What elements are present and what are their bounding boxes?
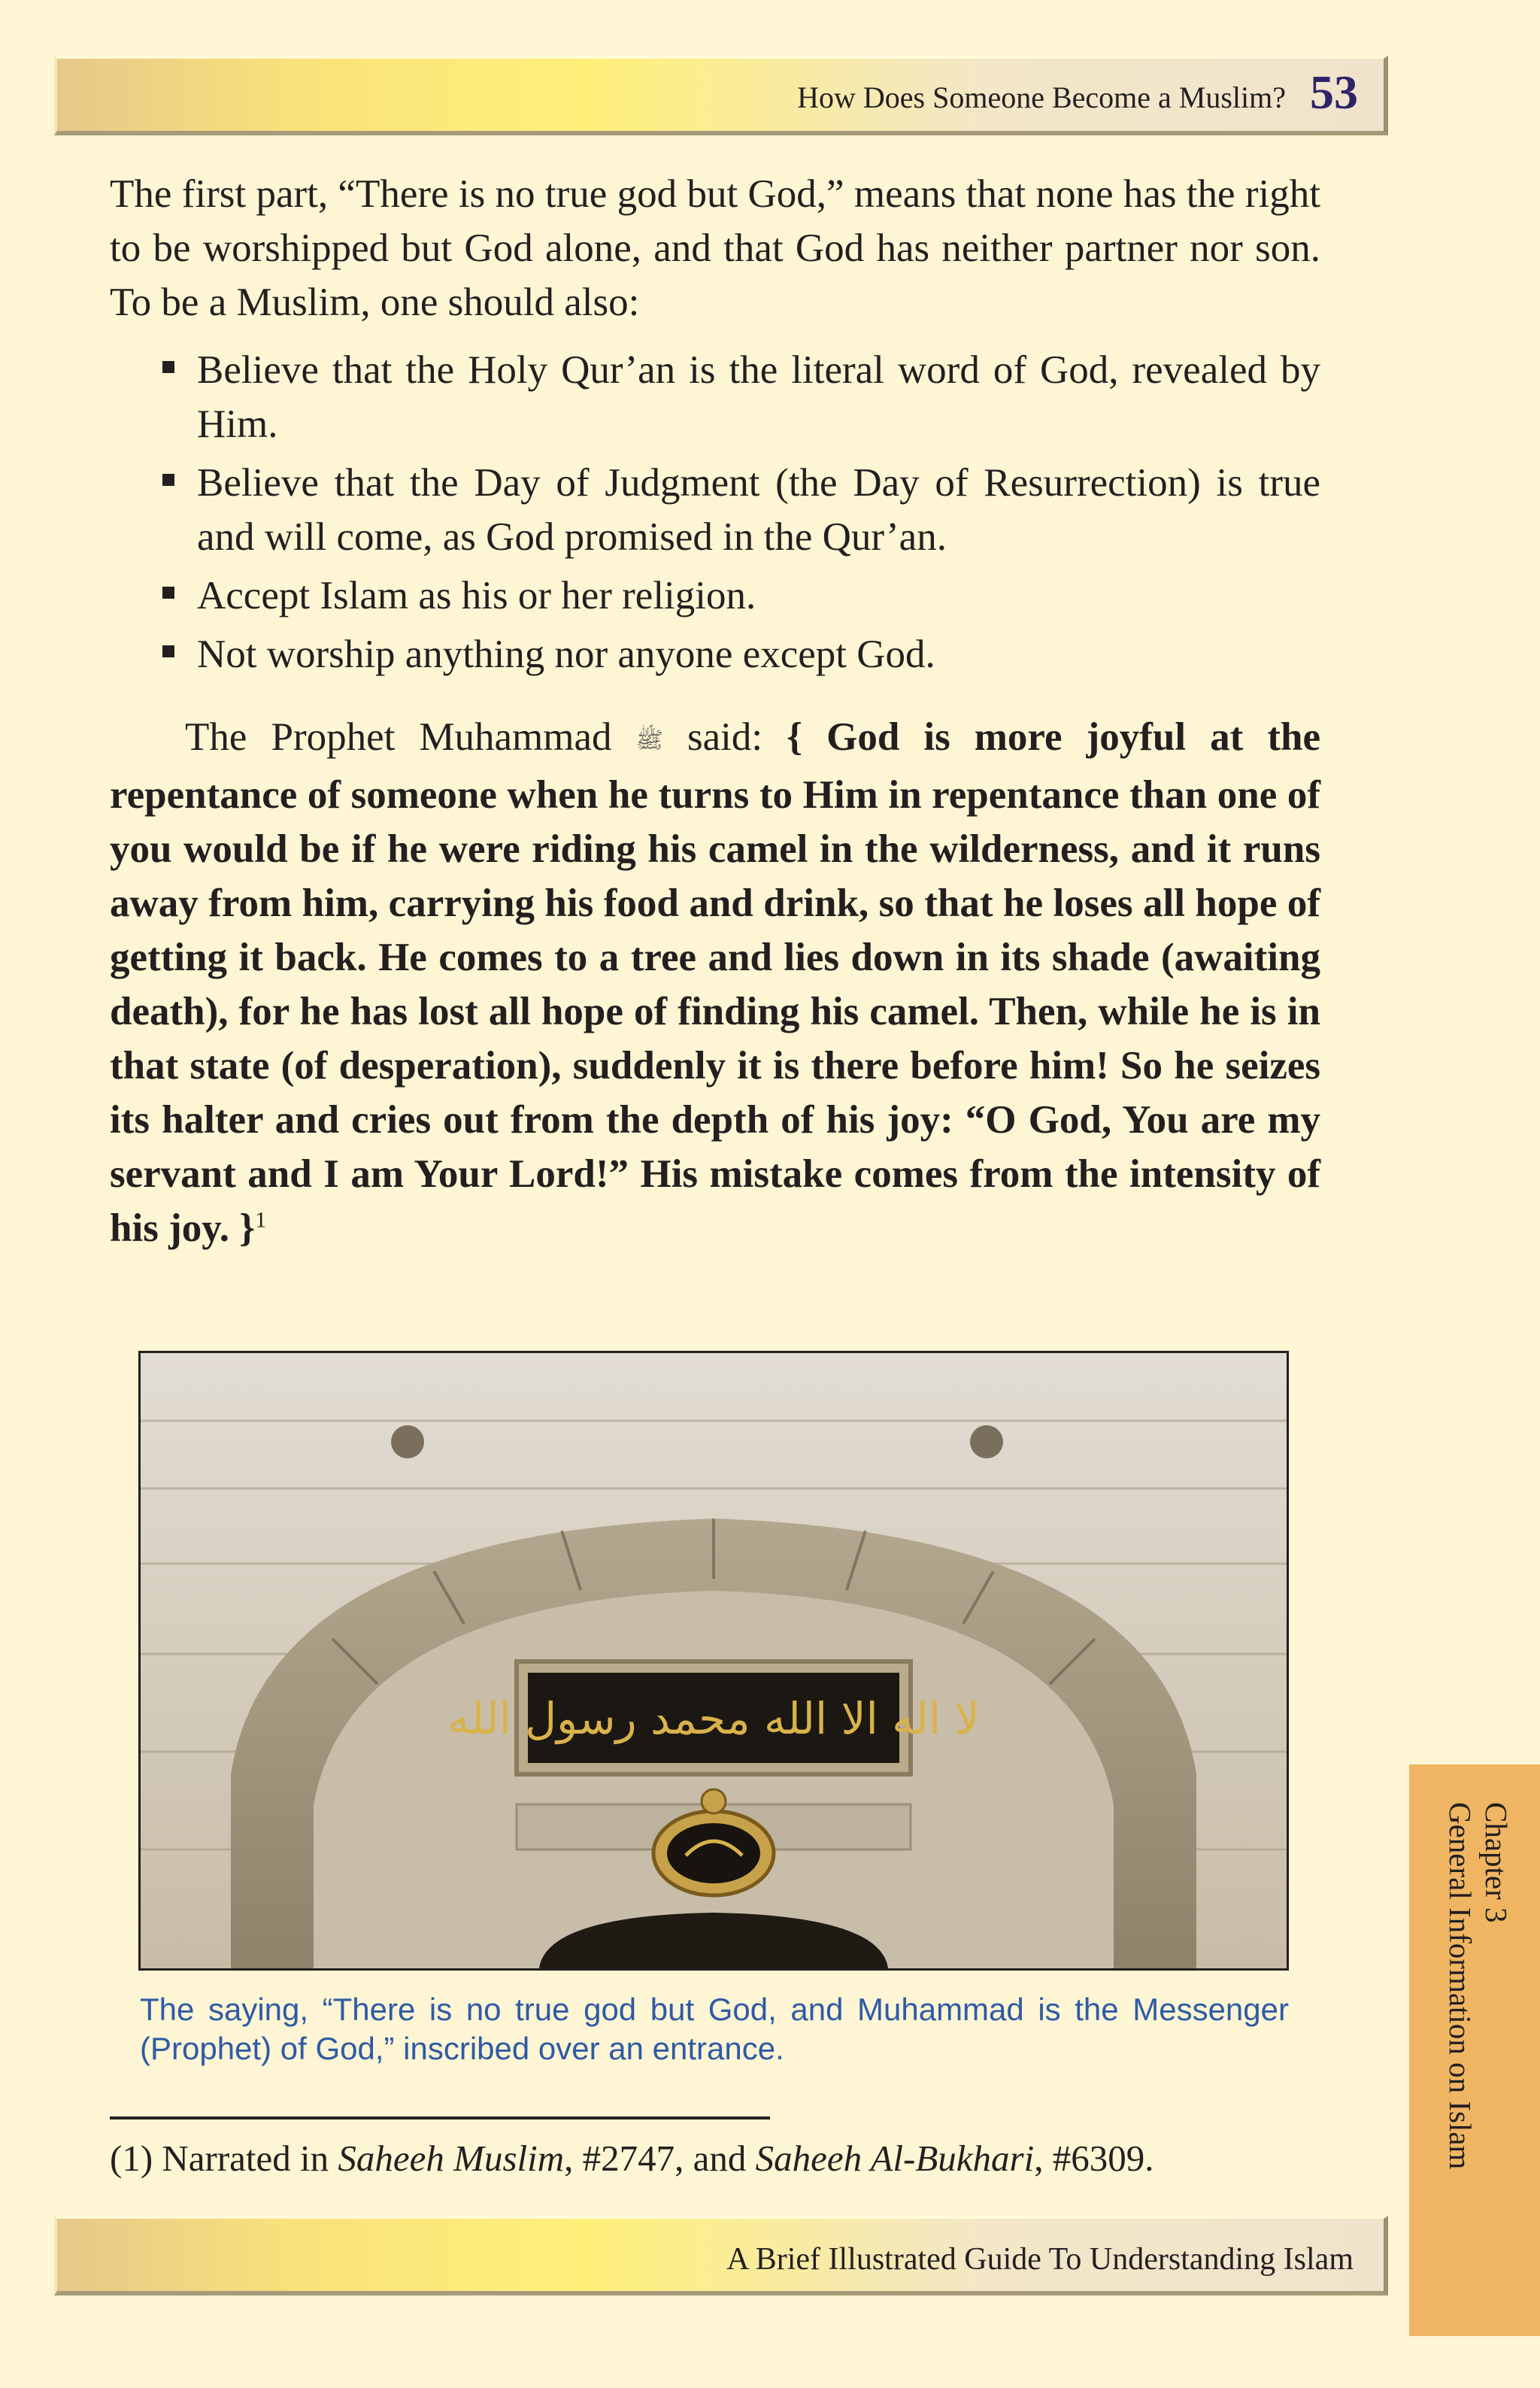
footnote-marker: 1 — [255, 1207, 267, 1233]
list-item: Believe that the Day of Judgment (the Day of Resurrection) is true and will come, as God promised in the Qur’an. — [158, 456, 1320, 564]
intro-paragraph: The first part, “There is no true god but God,” means that none has the right to be worshipped but God alone, and that God has neither partner nor son. To be a Muslim, one should also: — [110, 172, 1320, 324]
top-banner — [54, 56, 1388, 135]
chapter-tab — [1409, 1764, 1540, 2336]
bullet-icon — [162, 474, 174, 486]
bottom-banner — [54, 2216, 1388, 2295]
list-item: Not worship anything nor anyone except God. — [158, 627, 1320, 681]
footnote-divider — [110, 2116, 770, 2119]
footnote-text-middle: , #2747, and — [564, 2138, 747, 2179]
bullet-icon — [162, 361, 174, 373]
footnote-text-before: Narrated in — [162, 2138, 329, 2179]
footnote-source-2: Saheeh Al-Bukhari — [755, 2138, 1035, 2179]
list-item: Believe that the Holy Qur’an is the literal word of God, revealed by Him. — [158, 343, 1320, 451]
running-head: How Does Someone Become a Muslim? — [797, 80, 1286, 114]
photo-caption: The saying, “There is no true god but God, and Muhammad is the Messenger (Prophet) of God,” inscribed over an entrance. — [140, 1992, 1289, 2066]
footnote — [110, 2136, 1320, 2181]
hadith-intro: The Prophet Muhammad — [185, 715, 612, 759]
hadith-quote: { God is more joyful at the repentance of someone when he turns to Him in repentance than one of you would be if he were riding his camel in the wilderness, and it runs away from him, carrying his food and drink, so that he loses all hope of getting it back. He comes to a tree and lies down in its shade (awaiting death), for he has lost all hope of finding his camel. Then, while he is in that state (of desperation), suddenly it is there before him! So he seizes its halter and cries out from the depth of his joy: “O God, You are my servant and I am Your Lord!” His mistake comes from the intensity of his joy. } — [110, 715, 1321, 1250]
inscription-text: لا اله الا الله محمد رسول الله — [447, 1693, 980, 1744]
chapter-number: Chapter 3 — [1479, 1802, 1514, 1923]
bullet-icon — [162, 587, 174, 599]
footnote-text-after: , #6309. — [1034, 2138, 1154, 2179]
footnote-source-1: Saheeh Muslim — [338, 2138, 565, 2179]
book-title: A Brief Illustrated Guide To Understanding Islam — [726, 2242, 1354, 2277]
hadith-paragraph — [110, 710, 1320, 1255]
chapter-title: General Information on Islam — [1443, 1802, 1478, 2170]
requirements-list — [158, 343, 1320, 686]
entrance-photo — [138, 1351, 1289, 1971]
hadith-said: said: — [687, 715, 763, 759]
honorific-glyph: ﷺ — [635, 727, 663, 753]
bullet-icon — [162, 645, 174, 657]
footnote-number: (1) — [110, 2138, 153, 2179]
page-number: 53 — [1310, 65, 1358, 119]
entrance-illustration — [141, 1353, 1287, 1968]
list-item: Accept Islam as his or her religion. — [158, 569, 1320, 623]
